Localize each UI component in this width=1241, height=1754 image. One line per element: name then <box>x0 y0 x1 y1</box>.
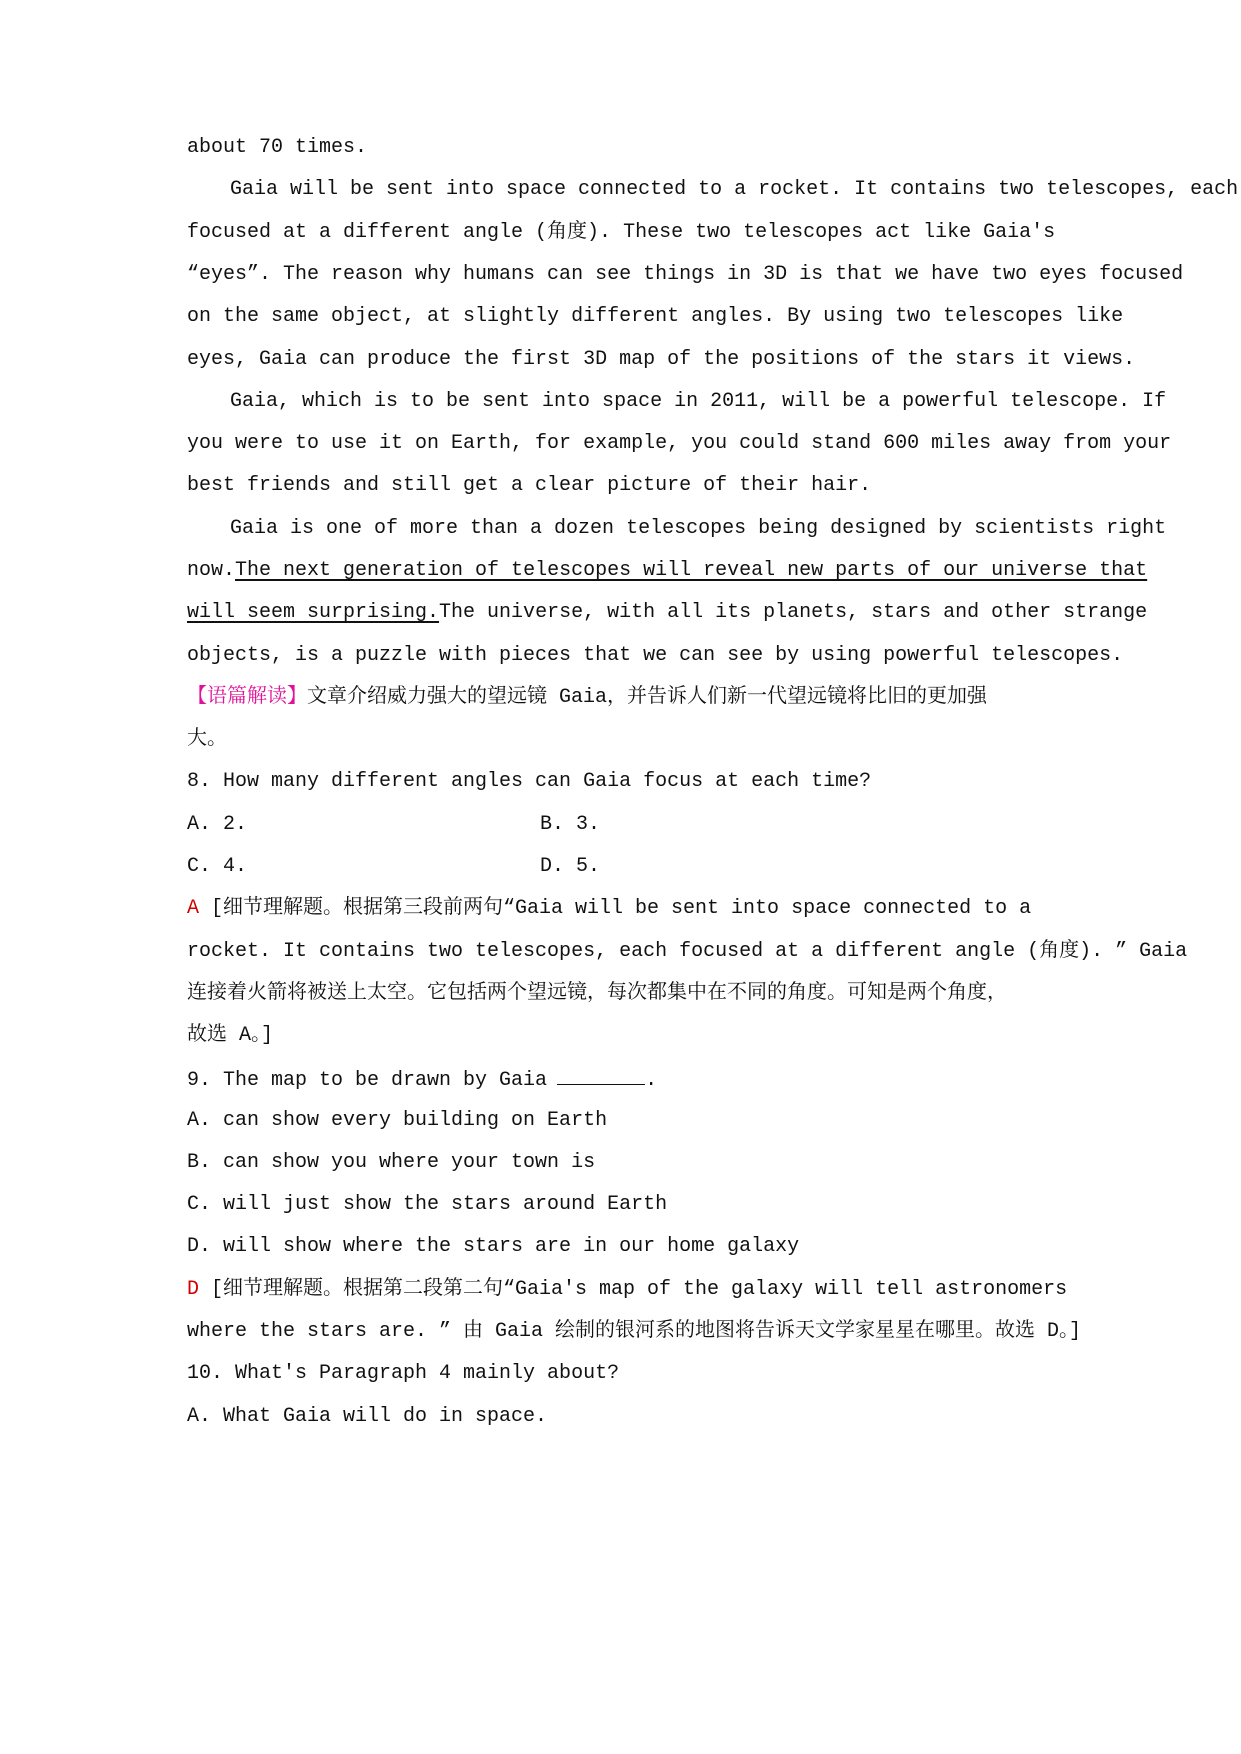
q8-option-a: A. 2. <box>187 813 248 836</box>
q9-question-text: 9. The map to be drawn by Gaia <box>187 1069 548 1092</box>
q8-answer: A <box>187 897 200 920</box>
q8-explanation-text: 连接着火箭将被送上太空。它包括两个望远镜，每次都集中在不同的角度。可知是两个角度， <box>187 982 1007 1005</box>
reading-analysis-text: 大。 <box>187 728 227 751</box>
underlined-sentence: The next generation of telescopes will reveal new parts of our universe that <box>235 559 1148 582</box>
q8-explanation <box>187 895 1031 923</box>
passage-line: you were to use it on Earth, for example, you could stand 600 miles away from your <box>187 432 1172 455</box>
passage-line: eyes, Gaia can produce the first 3D map of the positions of the stars it views. <box>187 348 1136 371</box>
passage-line: Gaia is one of more than a dozen telescopes being designed by scientists right <box>230 517 1167 540</box>
q8-option-c: C. 4. <box>187 855 248 878</box>
question-10: 10. What's Paragraph 4 mainly about? <box>187 1362 620 1385</box>
passage-line: objects, is a puzzle with pieces that we can see by using powerful telescopes. <box>187 644 1124 667</box>
q8-option-b: B. 3. <box>540 813 601 836</box>
passage-line: best friends and still get a clear picture of their hair. <box>187 474 872 497</box>
passage-line: focused at a different angle (角度). These two telescopes act like Gaia's <box>187 221 1056 244</box>
passage-line <box>187 557 1147 585</box>
question-8: 8. How many different angles can Gaia focus at each time? <box>187 770 872 793</box>
q9-option-b: B. can show you where your town is <box>187 1151 596 1174</box>
question-9 <box>187 1064 657 1095</box>
passage-text: now. <box>187 559 236 582</box>
passage-line: “eyes”. The reason why humans can see things in 3D is that we have two eyes focused <box>187 263 1184 286</box>
q9-option-a: A. can show every building on Earth <box>187 1109 608 1132</box>
q9-explanation <box>187 1276 1067 1304</box>
answer-blank <box>557 1064 645 1085</box>
reading-analysis-text: 文章介绍威力强大的望远镜 Gaia，并告诉人们新一代望远镜将比旧的更加强 <box>307 686 988 709</box>
q10-option-a: A. What Gaia will do in space. <box>187 1405 548 1428</box>
q9-explanation-text: where the stars are. ” 由 Gaia 绘制的银河系的地图将告诉天文学家星星在哪里。故选 D。] <box>187 1320 1082 1343</box>
q8-option-d: D. 5. <box>540 855 601 878</box>
reading-analysis <box>187 684 987 712</box>
reading-analysis-tag: 【语篇解读】 <box>187 686 307 709</box>
q9-explanation-text: [细节理解题。根据第二段第二句“Gaia's map of the galaxy will tell astronomers <box>199 1278 1068 1301</box>
q8-explanation-text: 故选 A。] <box>187 1024 274 1047</box>
passage-line <box>187 599 1147 627</box>
passage-line: on the same object, at slightly different angles. By using two telescopes like <box>187 305 1124 328</box>
q9-option-c: C. will just show the stars around Earth <box>187 1193 668 1216</box>
passage-text: The universe, with all its planets, stars and other strange <box>439 601 1148 624</box>
q9-question-end: . <box>645 1069 658 1092</box>
q8-explanation-text: rocket. It contains two telescopes, each focused at a different angle (角度). ” Gaia <box>187 940 1188 963</box>
passage-line: Gaia, which is to be sent into space in 2011, will be a powerful telescope. If <box>230 390 1167 413</box>
passage-line: about 70 times. <box>187 136 368 159</box>
passage-line: Gaia will be sent into space connected to a rocket. It contains two telescopes, each <box>230 178 1239 201</box>
underlined-sentence: will seem surprising. <box>187 601 440 624</box>
q9-option-d: D. will show where the stars are in our home galaxy <box>187 1235 800 1258</box>
q9-answer: D <box>187 1278 200 1301</box>
q8-explanation-text: [细节理解题。根据第三段前两句“Gaia will be sent into space connected to a <box>199 897 1032 920</box>
